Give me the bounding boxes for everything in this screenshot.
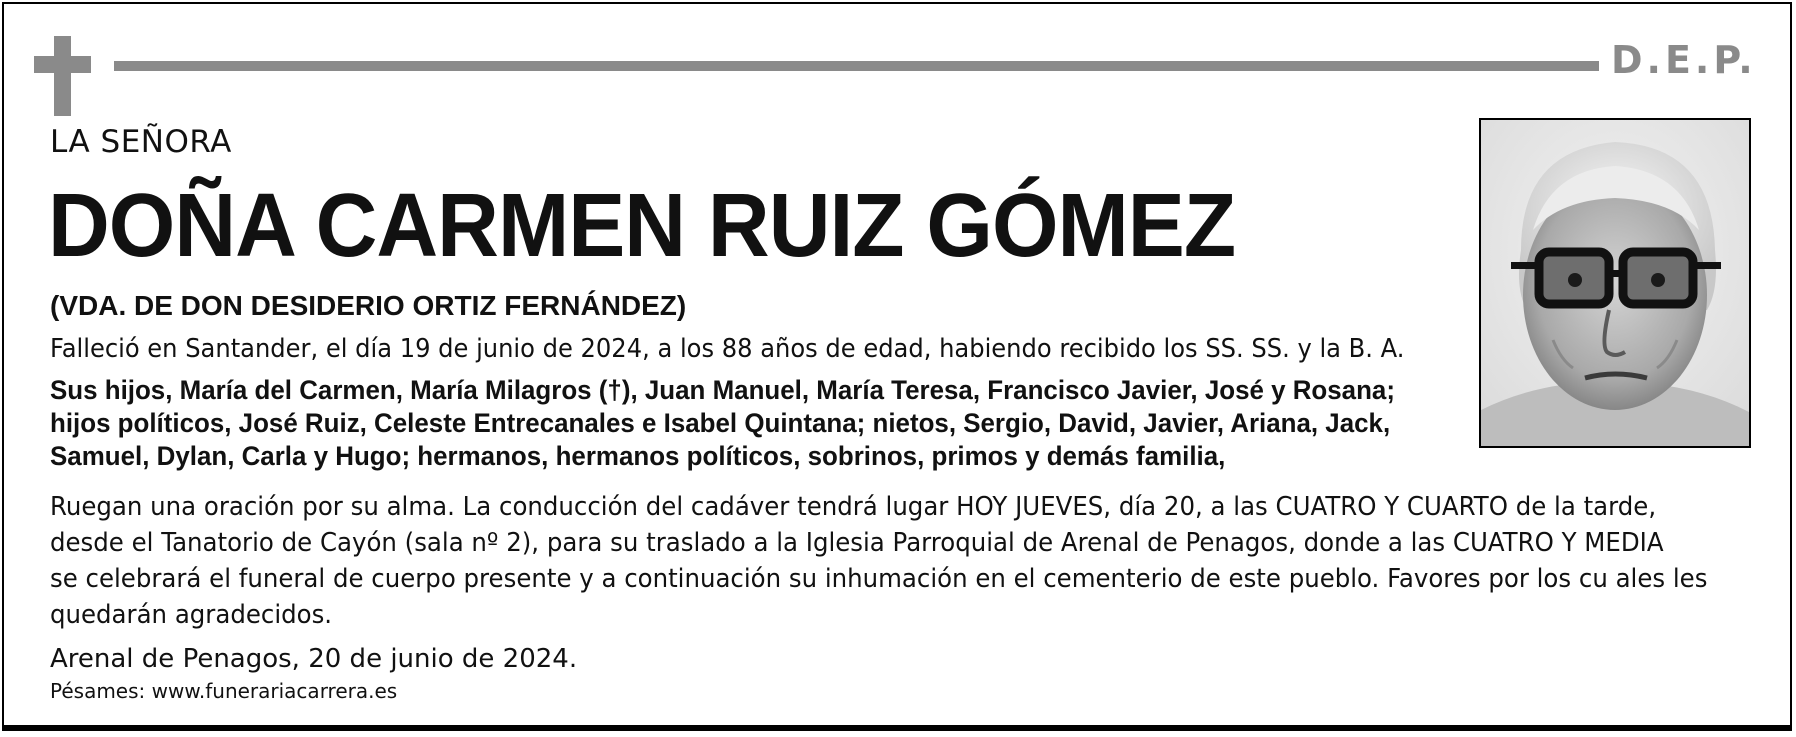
condolences-link: Pésames: www.funerariacarrera.es [50, 679, 398, 703]
dep-label: D.E.P. [1611, 38, 1757, 82]
cross-vertical-bar [54, 36, 71, 116]
obituary-card [2, 2, 1792, 731]
prayer-line: se celebrará el funeral de cuerpo presente y a continuación su inhumación en el cementerio de este pueblo. Favores por los cu ales les [50, 564, 1708, 594]
honorific-prefix: LA SEÑORA [50, 124, 232, 160]
prayer-line: quedarán agradecidos. [50, 600, 333, 630]
deceased-name: DOÑA CARMEN RUIZ GÓMEZ [48, 176, 1236, 276]
portrait-illustration [1481, 120, 1749, 446]
death-notice: Falleció en Santander, el día 19 de junio de 2024, a los 88 años de edad, habiendo recibido los SS. SS. y la B. A. [50, 334, 1405, 364]
family-line: hijos políticos, José Ruiz, Celeste Entrecanales e Isabel Quintana; nietos, Sergio, David, Javier, Ariana, Jack, [50, 408, 1391, 438]
place-date: Arenal de Penagos, 20 de junio de 2024. [50, 644, 578, 674]
cross-horizontal-bar [34, 56, 91, 73]
family-line: Sus hijos, María del Carmen, María Milagros (†), Juan Manuel, María Teresa, Francisco Javier, José y Rosana; [50, 375, 1395, 405]
prayer-line: Ruegan una oración por su alma. La conducción del cadáver tendrá lugar HOY JUEVES, día 20, a las CUATRO Y CUARTO de la tarde, [50, 492, 1657, 522]
prayer-paragraph [50, 489, 1796, 633]
portrait-photo [1479, 118, 1751, 448]
family-list [50, 374, 1475, 473]
prayer-line: desde el Tanatorio de Cayón (sala nº 2), para su traslado a la Iglesia Parroquial de Arenal de Penagos, donde a las CUATRO Y MEDIA [50, 528, 1664, 558]
header-rule [114, 61, 1599, 71]
family-line: Samuel, Dylan, Carla y Hugo; hermanos, hermanos políticos, sobrinos, primos y demás familia, [50, 441, 1226, 471]
widow-of-line: (VDA. DE DON DESIDERIO ORTIZ FERNÁNDEZ) [50, 290, 687, 321]
